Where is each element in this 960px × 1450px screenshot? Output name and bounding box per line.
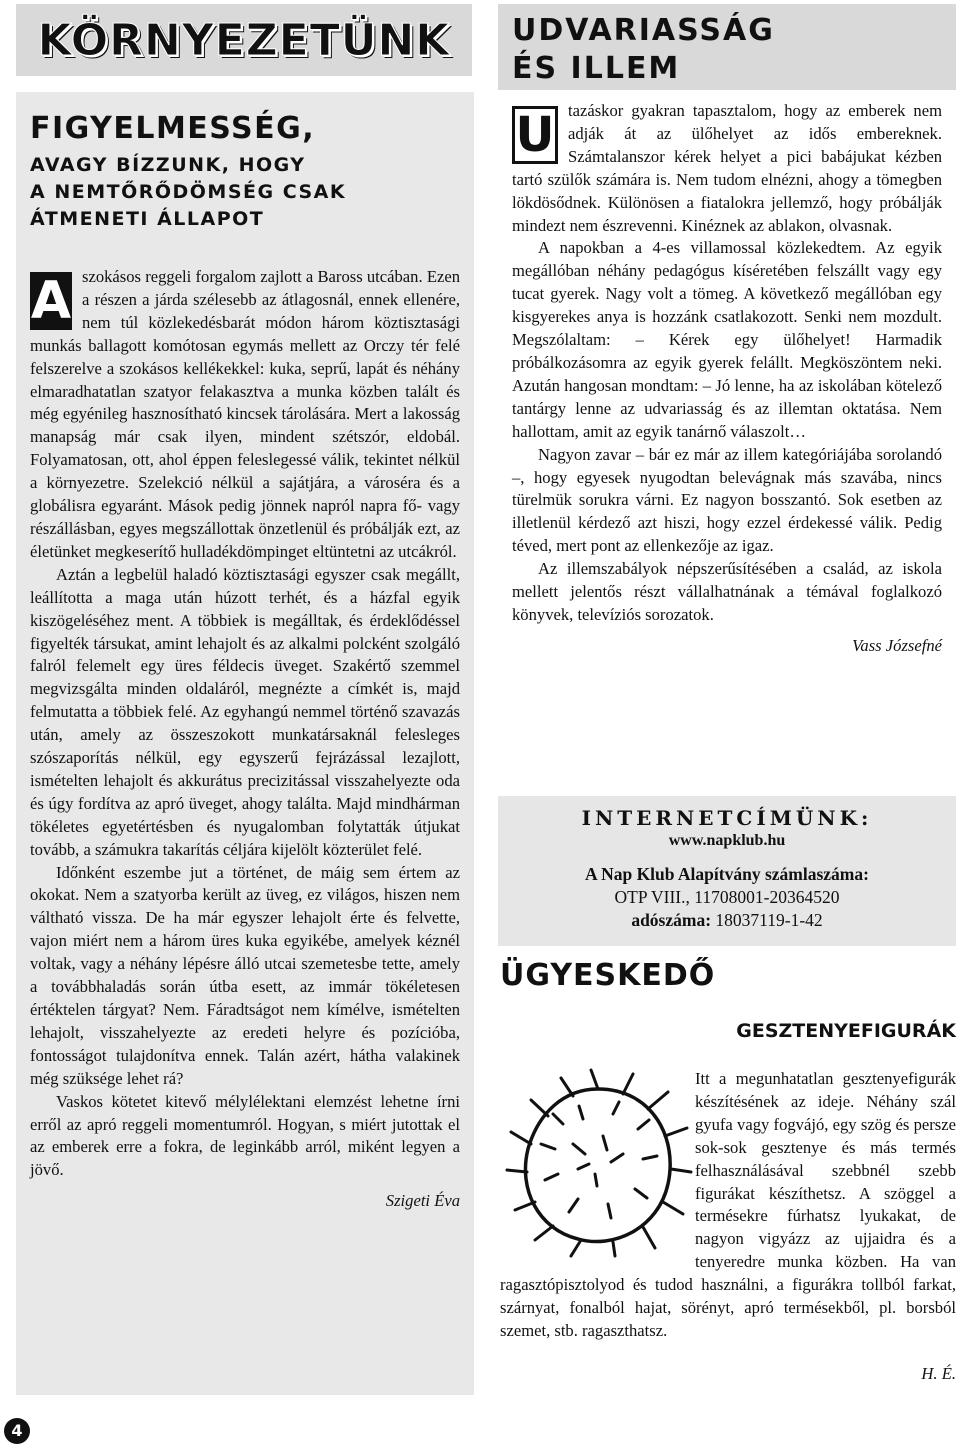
tax-label: adószáma: <box>631 910 712 930</box>
left-article-subhead-3: ÁTMENETI ÁLLAPOT <box>30 208 265 230</box>
left-article-paragraph <box>30 266 460 564</box>
ugyeskedo-title: ÜGYESKEDŐ <box>500 958 716 993</box>
section-title: KÖRNYEZETÜNK <box>37 14 451 66</box>
left-article-signature: Szigeti Éva <box>385 1191 460 1211</box>
right-headline-line-2: ÉS ILLEM <box>512 51 681 86</box>
right-article-headline <box>512 12 942 88</box>
right-article-signature: Vass Józsefné <box>852 635 942 655</box>
right-article-dropcap: U <box>512 106 558 164</box>
gesztenye-body <box>500 1068 956 1343</box>
page-number: 4 <box>4 1418 30 1444</box>
left-article-body <box>30 266 460 1213</box>
info-box-title: INTERNETCÍMÜNK: <box>581 806 873 830</box>
left-article-first-text: szokásos reggeli forgalom zajlott a Baross utcában. Ezen a részen a járda szélesebb az átlagosnál, ennek ellenére, nem túl közlekedésbarát módon három köztisztasági munkás ballagott komótosan egymás mellett az Orczy tér felé felszerelve a szokásos kellékekkel: kuka, seprű, lapát és néhány elmaradhatatlan szatyor felakasztva a munka közben talált és még egyénileg hasznosítható kincsek tárolására. Mert a lakosság manapság már csak ilyen, mindent szétszór, eldobál. Folyamatosan, ott, ahol éppen feleslegessé válik, tekintet nélkül a környezetre. Szelekció nélkül a sajátjára, a városéra és a globálisra egyaránt. Mások pedig jönnek napról napra fő- vagy részállásban, egyes megszállottak önzetlenül és próbálják ezt, az életünket megkeserítő hulladékdömpinget eltüntetni az utcákról. <box>30 267 460 561</box>
right-article-paragraph: Az illemszabályok népszerűsítésében a család, az iskola mellett jelentős részt vállalhatnának a témával foglalkozó könyvek, televíziós sorozatok. <box>512 559 942 624</box>
right-article-paragraph: A napokban a 4-es villamossal közlekedtem. Az egyik megállóban néhány pedagógus kíséretében felszállt vagy egy tucat gyerek. Nagy volt a tömeg. A következő megállóban egy kisgyerekes anya is hozzánk csatlakozott. Senki nem mozdult. Megszólaltam: – Kérek egy ülőhelyet! Harmadik próbálkozásomra az egyik gyerek felállt. Megköszöntem neki. Azután hangosan mondtam: – Jó lenne, ha az iskolában kötelező tantárgy lenne az udvariasság és az illemtan oktatása. Nem hallottam, amit az egyik tanárnő válaszolt… <box>512 238 942 441</box>
left-article-header <box>30 110 470 233</box>
gesztenye-text: Itt a megunhatatlan gesztenyefigurák készítésének az ideje. Néhány szál gyufa vagy fogvájó, egy szög és persze sok-sok gesztenye és más termés felhasználásával szebbnél szebb figurákat készíthetsz. A szöggel a termésekre fúrhatsz lyukakat, de nagyon vigyázz az ujjaidra és a tenyeredre munka közben. Ha van ragasztópisztolyod és tudod használni, a figurákra tollból farkat, szárnyat, fonalból hajat, sörényt, apró termésekből, pl. borsból szemet, stb. ragaszthatsz. <box>500 1069 956 1340</box>
bank-account: OTP VIII., 11708001-20364520 <box>614 887 840 907</box>
right-article-body <box>512 100 942 658</box>
tax-number <box>498 910 956 931</box>
left-article-dropcap: A <box>30 271 72 331</box>
right-article-paragraph: Nagyon zavar – bár ez már az illem kategóriájába sorolandó –, hogy egyesek nyugodtan belevágnak más szavába, nincs türelmük sorukra várni. Ez nagyon bosszantó. Sok esetben az illetlenül kérdező azt hiszi, hogy ezzel érdekessé válik. Pedig téved, mert pont az ellenkezője az igaz. <box>512 444 942 556</box>
left-article-headline: FIGYELMESSÉG, <box>30 111 316 146</box>
website-link[interactable]: www.napklub.hu <box>668 832 786 849</box>
left-article-paragraph: Aztán a legbelül haladó köztisztasági egyszer csak megállt, leállította a maga után húzott terhét, és a házfal egyik kiszögeléséhez ment. A többiek is megálltak, és érdeklődéssel figyelték társukat, amint lehajolt és az alkalmi polcként szolgáló falról felemelt egy üres féldecis üveget. Szakértő szemmel megvizsgálta minden oldaláról, megnézte a címkét is, majd felmutatta a többiek felé. Az egyhangú nemmel történő szavazás után, amely az összeszokott munkatársaknál felesleges szószaporítás nélkül, egy egyszerű fejrázással lezajlott, ismételten lehajolt és akkurátus precizitással visszahelyezte oda és úgy fordítva az apró üveget, ahogy találta. Majd mindhárman tökéletes egyetértésben és nyugalomban folytatták útjukat tovább, a számukra takarítás céljára kijelölt közterület felé. <box>30 564 460 859</box>
section-banner <box>16 4 472 76</box>
left-article-subhead-1: AVAGY BÍZZUNK, HOGY <box>30 154 306 176</box>
right-article-first-text: tazáskor gyakran tapasztalom, hogy az emberek nem adják át az ülőhelyet az idős embereknek. Számtalanszor kérek helyet a pici babájukat kézben tartó szülők számára is. Nem tudom elnézni, ahogy a tömegben lökdösődnek. Különösen a fiatalokra jellemző, hogy próbálják mindezt nem észrevenni. Kinéznek az ablakon, olvasnak. <box>512 101 942 235</box>
gesztenye-subtitle: GESZTENYEFIGURÁK <box>736 1020 956 1042</box>
right-headline-line-1: UDVARIASSÁG <box>512 13 775 48</box>
right-article-paragraph <box>512 100 942 237</box>
gesztenye-signature: H. É. <box>921 1364 956 1383</box>
account-label: A Nap Klub Alapítvány számlaszáma: <box>585 864 869 884</box>
left-article-paragraph: Időnként eszembe jut a történet, de máig sem értem az okokat. Nem a szatyorba került az üveg, ez világos, hiszen nem váltható vissza. De ha már egyszer lehajolt érte és felvette, vajon miért nem a három üres kuka egyikébe, amelyek kéznél voltak, vagy a néhány lépésre álló utcai szemetesbe tette, amely a továbbhaladás során útba esett, az immár tökéletesen értéktelen tárgyat? Nem. Fáradtságot nem kímélve, ismételten lehajolt, visszahelyezte az eredeti helyre és pozícióba, fontosságot tulajdonítva ennek. Talán azért, hátha valakinek még szüksége lehet rá? <box>30 862 460 1088</box>
info-box <box>498 796 956 946</box>
tax-value: 18037119-1-42 <box>715 910 823 930</box>
left-article-paragraph: Vaskos kötetet kitevő mélylélektani elemzést lehetne írni erről az apró reggeli momentumról. Hogyan, s miért jutottak el az emberek erre a fokra, de leginkább arról, miként legyen a jövő. <box>30 1091 460 1180</box>
left-article-subhead-2: A NEMTŐRŐDÖMSÉG CSAK <box>30 181 347 203</box>
